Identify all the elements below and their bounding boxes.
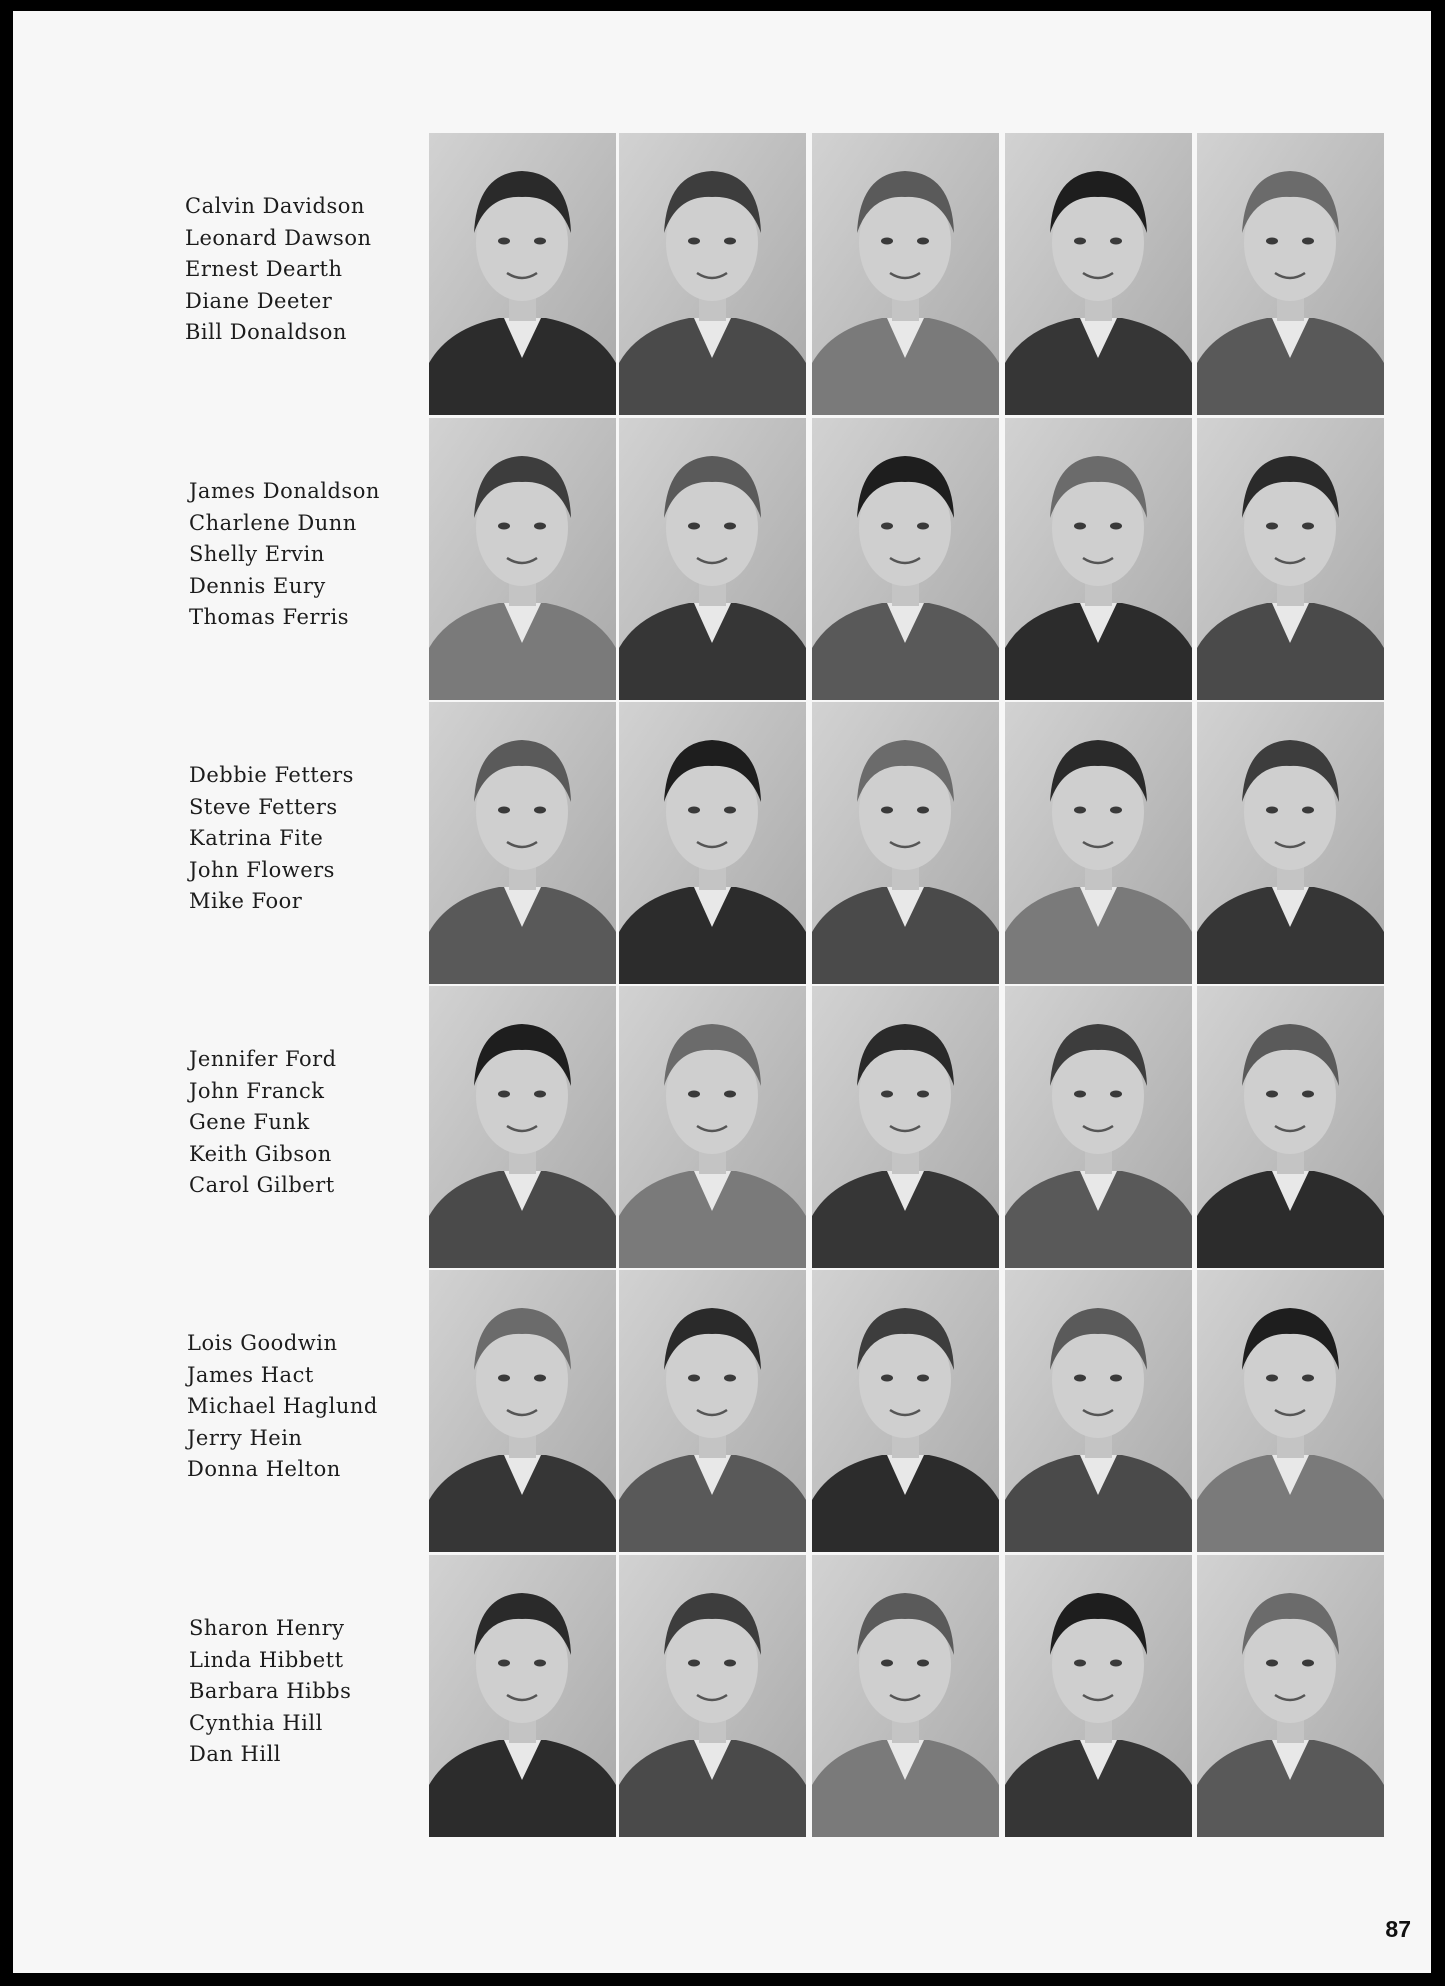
student-name: Barbara Hibbs: [189, 1679, 352, 1703]
student-name: Lois Goodwin: [187, 1331, 338, 1355]
student-portrait: [812, 418, 999, 700]
student-name: Shelly Ervin: [189, 542, 325, 566]
student-portrait: [429, 702, 616, 984]
student-name: Calvin Davidson: [185, 194, 365, 218]
student-portrait: [429, 986, 616, 1268]
student-portrait: [812, 986, 999, 1268]
student-name: Mike Foor: [189, 889, 303, 913]
student-portrait: [429, 418, 616, 700]
student-name: Steve Fetters: [189, 794, 338, 819]
student-portrait: [1005, 418, 1192, 700]
student-portrait: [619, 418, 806, 700]
student-name: Ernest Dearth: [185, 257, 343, 281]
student-name: Sharon Henry: [189, 1616, 345, 1640]
student-name: Dennis Eury: [189, 573, 326, 598]
student-name: James Hact: [187, 1362, 314, 1387]
student-portrait: [619, 986, 806, 1268]
student-portrait: [812, 1555, 999, 1837]
name-list: [189, 476, 439, 634]
portrait-row: [13, 418, 1431, 700]
student-name: Linda Hibbett: [189, 1647, 344, 1672]
student-name: James Donaldson: [189, 479, 380, 503]
student-portrait: [619, 1555, 806, 1837]
student-portrait: [1005, 702, 1192, 984]
student-portrait: [1197, 1555, 1384, 1837]
student-portrait: [1197, 133, 1384, 415]
student-name: Jennifer Ford: [189, 1047, 337, 1071]
portrait-row: [13, 702, 1431, 984]
name-list: [189, 1613, 439, 1771]
student-name: Cynthia Hill: [189, 1710, 323, 1735]
name-list: [187, 1328, 437, 1486]
student-portrait: [429, 1270, 616, 1552]
student-name: Diane Deeter: [185, 288, 333, 313]
photo-strip: [429, 1555, 1394, 1837]
student-portrait: [1197, 1270, 1384, 1552]
photo-strip: [429, 986, 1394, 1268]
student-portrait: [812, 702, 999, 984]
student-name: Jerry Hein: [187, 1425, 303, 1450]
student-name: John Franck: [189, 1078, 325, 1103]
student-portrait: [619, 133, 806, 415]
student-portrait: [1005, 133, 1192, 415]
student-name: Debbie Fetters: [189, 763, 354, 787]
student-name: Michael Haglund: [187, 1394, 378, 1418]
student-portrait: [619, 702, 806, 984]
portrait-row: [13, 133, 1431, 415]
photo-strip: [429, 1270, 1394, 1552]
portrait-row: [13, 986, 1431, 1268]
student-portrait: [1197, 702, 1384, 984]
student-portrait: [1005, 986, 1192, 1268]
student-name: Carol Gilbert: [189, 1173, 335, 1197]
student-portrait: [1005, 1270, 1192, 1552]
student-name: Gene Funk: [189, 1110, 310, 1134]
photo-strip: [429, 418, 1394, 700]
student-portrait: [429, 133, 616, 415]
student-portrait: [812, 133, 999, 415]
student-name: Thomas Ferris: [189, 605, 349, 629]
student-name: Leonard Dawson: [185, 225, 372, 250]
student-name: Dan Hill: [189, 1742, 282, 1766]
name-list: [189, 760, 439, 918]
portrait-row: [13, 1555, 1431, 1837]
student-portrait: [1197, 418, 1384, 700]
student-name: John Flowers: [189, 857, 335, 882]
student-name: Donna Helton: [187, 1457, 341, 1481]
yearbook-page: [13, 11, 1431, 1973]
student-portrait: [429, 1555, 616, 1837]
student-name: Keith Gibson: [189, 1141, 332, 1166]
portrait-row: [13, 1270, 1431, 1552]
student-portrait: [619, 1270, 806, 1552]
student-portrait: [1005, 1555, 1192, 1837]
name-list: [185, 191, 435, 349]
student-portrait: [1197, 986, 1384, 1268]
name-list: [189, 1044, 439, 1202]
student-name: Katrina Fite: [189, 826, 324, 850]
page-number: 87: [1385, 1916, 1411, 1942]
student-portrait: [812, 1270, 999, 1552]
photo-strip: [429, 702, 1394, 984]
student-name: Charlene Dunn: [189, 510, 357, 535]
photo-strip: [429, 133, 1394, 415]
student-name: Bill Donaldson: [185, 320, 347, 344]
